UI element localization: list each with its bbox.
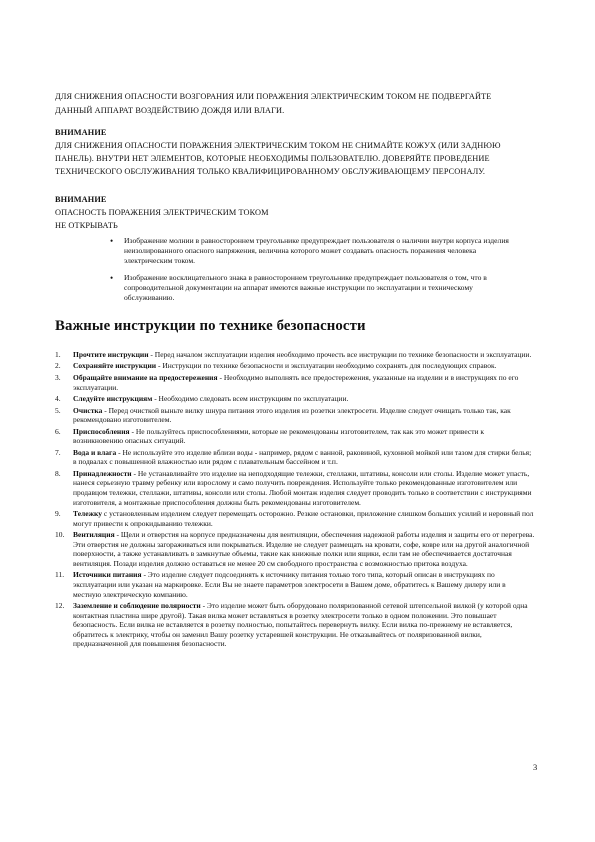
item-term: Обращайте внимание на предостережения (73, 372, 218, 382)
shock-warning-line-1: ОПАСНОСТЬ ПОРАЖЕНИЯ ЭЛЕКТРИЧЕСКИМ ТОКОМ (55, 208, 269, 217)
item-text: - Необходимо выполнять все предостережения, указанные на изделии и в инструкциях по его эксплуатации. (73, 372, 519, 392)
item-term: Тележку (73, 509, 102, 519)
item-term: Прочтите инструкции (73, 350, 149, 359)
item-term: Принадлежности (73, 468, 132, 478)
item-number: 4. (55, 394, 61, 404)
list-item (110, 236, 520, 267)
item-term: Вентиляция (73, 530, 115, 540)
bullet-icon: • (110, 236, 114, 246)
item-text: - Не устанавливайте это изделие на неподходящие тележки, стеллажи, штативы, консоли или столы. Изделие может упасть, нанеся серьезную травму ребенку или взрослому и само получить повреждения. Используйте только рекомендованные изготовителем или продавцом тележки, стеллажи, штативы, консоли или столы. Любой монтаж изделия следует проводить только в соответствии с инструкциями изготовителя, а монтажные приспособления должны быть рекомендованы изготовителем. (73, 468, 532, 507)
item-text: - Перед началом эксплуатации изделия необходимо прочесть все инструкции по технике безопасности и эксплуатации. (148, 350, 532, 359)
list-item (55, 406, 535, 425)
item-number: 8. (55, 468, 61, 478)
item-number: 5. (55, 405, 61, 415)
symbol-explanations-list (110, 236, 520, 309)
item-text: - Не пользуйтесь приспособлениями, которые не рекомендованы изготовителем, так как это может привести к возникновению опасных ситуаций. (73, 426, 485, 446)
item-number: 6. (55, 426, 61, 436)
list-item (55, 373, 535, 392)
section-heading: Важные инструкции по технике безопасности (55, 318, 366, 334)
item-text: - Инструкции по технике безопасности и эксплуатации необходимо сохранять для последующих справок. (156, 361, 497, 371)
list-item (110, 273, 520, 304)
list-item (55, 469, 535, 507)
list-item (55, 530, 535, 568)
item-term: Сохраняйте инструкции (73, 361, 157, 371)
fire-shock-warning: ДЛЯ СНИЖЕНИЯ ОПАСНОСТИ ВОЗГОРАНИЯ ИЛИ ПОРАЖЕНИЯ ЭЛЕКТРИЧЕСКИМ ТОКОМ НЕ ПОДВЕРГАЙТЕ ДАННЫЙ АППАРАТ ВОЗДЕЙСТВИЮ ДОЖДЯ ИЛИ ВЛАГИ. (55, 92, 492, 115)
safety-instructions-list (55, 350, 535, 651)
item-number: 11. (55, 570, 65, 580)
list-item (55, 570, 535, 599)
shock-warning-title: ВНИМАНИЕ (55, 195, 107, 204)
item-number: 9. (55, 509, 61, 519)
exclamation-symbol-explanation: Изображение восклицательного знака в равностороннем треугольнике предупреждает пользователя о том, что в сопроводительной документации на аппарат имеются важные инструкции по эксплуатации и техническому обслуживанию. (124, 272, 487, 303)
list-item (55, 350, 535, 360)
page-number: 3 (533, 762, 538, 772)
list-item (55, 427, 535, 446)
item-text: - Это изделие следует подсоединять к источнику питания только того типа, который описан в инструкциях по эксплуатации или указан на маркировке. Если Вы не знаете параметров электросети в Вашем доме, обратитесь к Вашему дилеру или в местную электрическую компанию. (73, 570, 506, 599)
item-term: Очистка (73, 405, 103, 415)
list-item (55, 601, 535, 649)
item-number: 10. (55, 530, 65, 540)
cover-warning-block (55, 126, 535, 178)
item-number: 2. (55, 361, 61, 371)
item-text: - Это изделие может быть оборудовано поляризованной сетевой штепсельной вилкой (у которой одна контактная пластина шире другой). Такая вилка может вставляться в розетку электросети только в одном положении. Это повышает безопасность. Если вилка не вставляется в розетку полностью, попытайтесь перевернуть вилку. Если вилка по-прежнему не вставляется, обратитесь к электрику, чтобы он заменил Вашу розетку устаревшей конструкции. Не отказывайтесь от поляризованной вилки, предназначенной для повышения безопасности. (73, 601, 528, 649)
item-number: 12. (55, 601, 65, 611)
item-text: - Щели и отверстия на корпусе предназначены для вентиляции, обеспечения надежной работы изделия и защиты его от перегрева. Эти отверстия не должны загораживаться или покрываться. Изделие не следует размещать на кровати, софе, ковре или на другой аналогичной поверхности, а также устанавливать в замкнутые объемы, такие как книжные полки или ящики, если там не обеспечивается достаточная вентиляция. Позади изделия должно оставаться не менее 20 см свободного пространства с возможностью притока воздуха. (73, 530, 535, 568)
list-item (55, 509, 535, 528)
item-term: Заземление и соблюдение полярности (73, 601, 201, 611)
item-number: 7. (55, 447, 61, 457)
item-term: Вода и влага (73, 447, 117, 457)
item-term: Следуйте инструкциям (73, 394, 153, 404)
item-number: 1. (55, 350, 61, 359)
shock-warning-line-2: НЕ ОТКРЫВАТЬ (55, 221, 118, 230)
item-text: - Не используйте это изделие вблизи воды - например, рядом с ванной, раковиной, кухонной мойкой или тазом для стирки белья; в подвалах с повышенной влажностью или рядом с плавательным бассейном и т.п. (73, 447, 532, 467)
list-item (55, 394, 535, 404)
item-text: - Необходимо следовать всем инструкциям по эксплуатации. (152, 394, 349, 404)
list-item (55, 361, 535, 371)
list-item (55, 448, 535, 467)
lightning-symbol-explanation: Изображение молнии в равностороннем треугольнике предупреждает пользователя о наличии внутри корпуса изделия неизолированного опасного напряжения, величина которого может создавать опасность поражения человека электрическим током. (124, 236, 509, 266)
item-term: Источники питания (73, 570, 142, 580)
bullet-icon: • (110, 272, 114, 283)
shock-warning-block (55, 193, 535, 232)
item-number: 3. (55, 372, 61, 382)
cover-warning-text: ДЛЯ СНИЖЕНИЯ ОПАСНОСТИ ПОРАЖЕНИЯ ЭЛЕКТРИЧЕСКИМ ТОКОМ НЕ СНИМАЙТЕ КОЖУХ (ИЛИ ЗАДНЮЮ ПАНЕЛЬ). ВНУТРИ НЕТ ЭЛЕМЕНТОВ, КОТОРЫЕ НЕОБХОДИМЫ ПОЛЬЗОВАТЕЛЮ. ДОВЕРЯЙТЕ ПРОВЕДЕНИЕ ТЕХНИЧЕСКОГО ОБСЛУЖИВАНИЯ ТОЛЬКО КВАЛИФИЦИРОВАННОМУ ОБСЛУЖИВАЮЩЕМУ ПЕРСОНАЛУ. (55, 141, 501, 176)
cover-warning-title: ВНИМАНИЕ (55, 128, 107, 137)
item-term: Приспособления (73, 426, 130, 436)
item-text: с установленным изделием следует перемещать осторожно. Резкие остановки, приложение слишком больших усилий и неровный пол могут привести к опрокидыванию тележки. (73, 509, 534, 528)
item-text: - Перед очисткой выньте вилку шнура питания этого изделия из розетки электросети. Изделие следует очищать только так, как рекомендовано изготовителем. (73, 405, 511, 425)
